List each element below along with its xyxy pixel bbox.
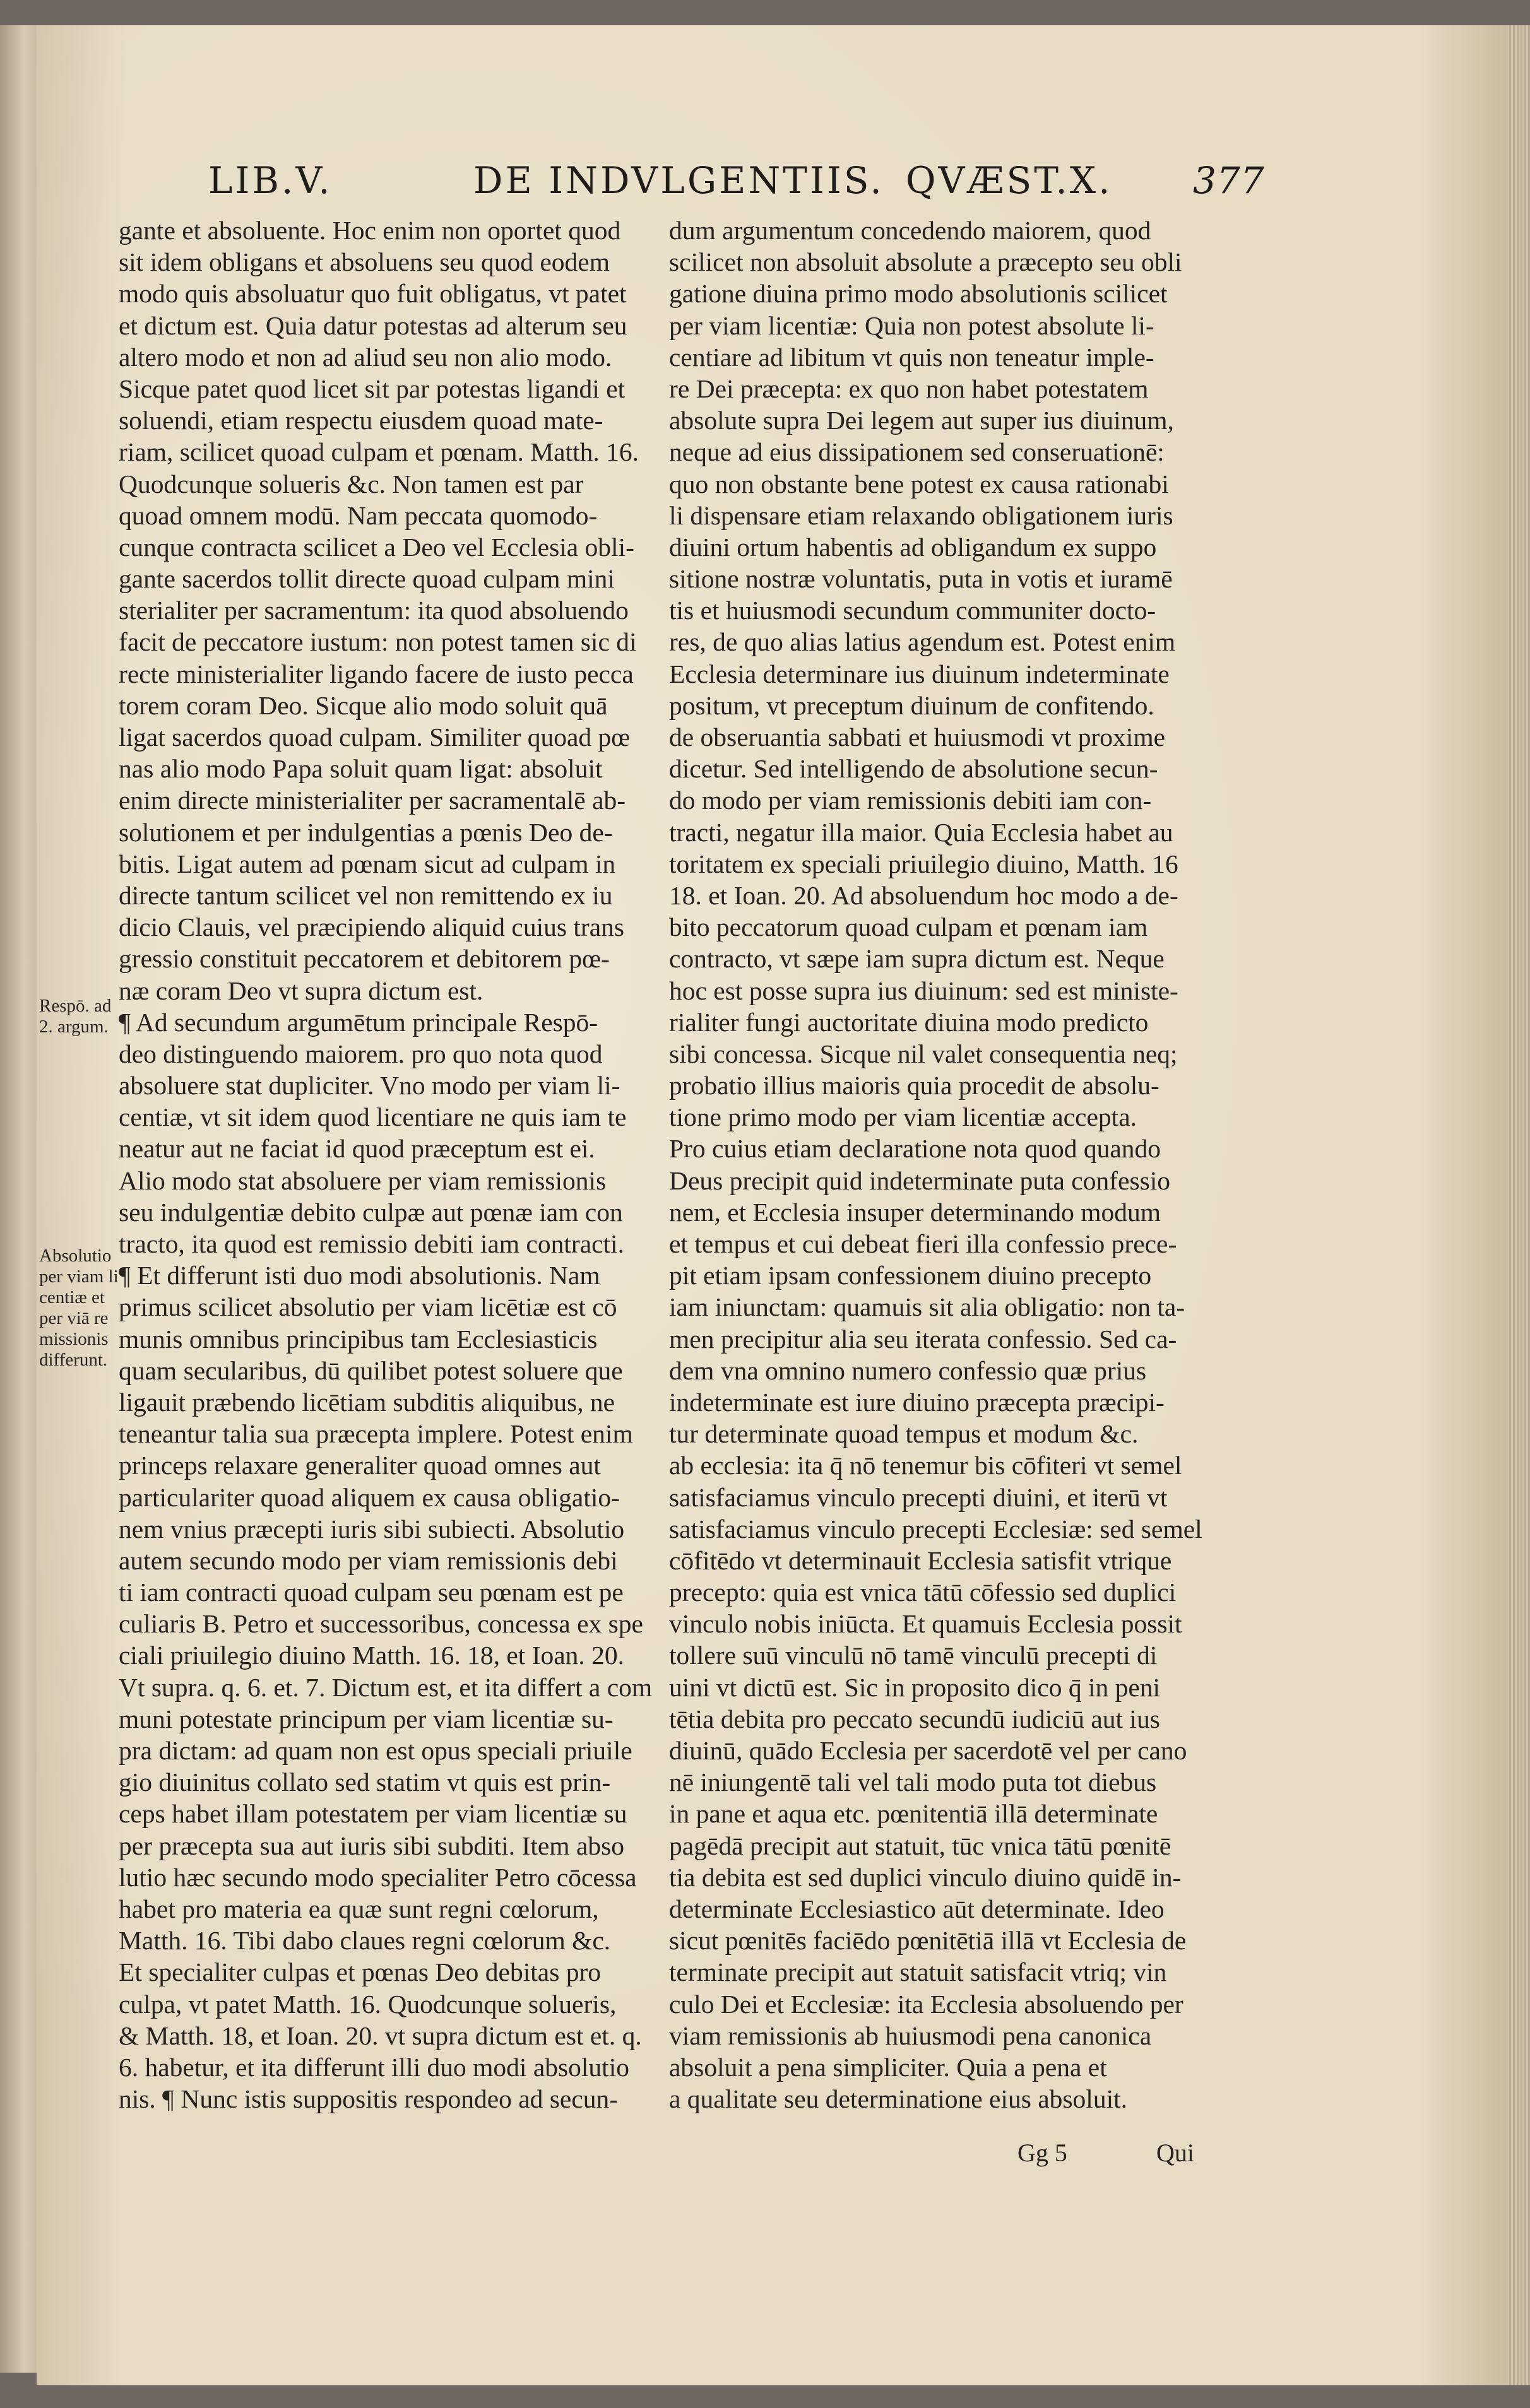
text-line: dem vna omnino numero confessio quæ prius [669, 1355, 1147, 1385]
text-line: modo quis absoluatur quo fuit obligatus, vt patet [119, 279, 627, 309]
text-line: tis et huiusmodi secundum communiter docto- [669, 596, 1156, 625]
text-line: deo distinguendo maiorem. pro quo nota quod [119, 1039, 603, 1068]
margin-note-absolutio [39, 1246, 119, 1371]
margin-note-line: centiæ et [39, 1287, 105, 1307]
margin-note-line: Absolutio [39, 1246, 112, 1266]
text-line: satisfaciamus vinculo precepti diuini, et iterū vt [669, 1482, 1168, 1512]
text-line: Pro cuius etiam declaratione nota quod quando [669, 1134, 1161, 1164]
running-head-question: QVÆST.X. [906, 159, 1113, 202]
text-line: Et specialiter culpas et pœnas Deo debitas pro [119, 1957, 602, 1987]
text-line: ceps habet illam potestatem per viam licentiæ su [119, 1799, 627, 1829]
text-line: culiaris B. Petro et successoribus, concessa ex spe [119, 1609, 643, 1639]
text-line: tracto, ita quod est remissio debiti iam contracti. [119, 1229, 624, 1258]
text-line: viam remissionis ab huiusmodi pena canonica [669, 2021, 1152, 2050]
text-line: particulariter quoad aliquem ex causa obligatio- [119, 1482, 620, 1512]
text-line: vinculo nobis iniūcta. Et quamuis Ecclesia possit [669, 1609, 1182, 1639]
text-line: gatione diuina primo modo absolutionis scilicet [669, 279, 1168, 309]
margin-note-line: Respō. ad [39, 996, 112, 1016]
text-line: per præcepta sua aut iuris sibi subditi. Item abso [119, 1831, 625, 1860]
text-line: et dictum est. Quia datur potestas ad alterum seu [119, 310, 627, 340]
text-line: ligauit præbendo licētiam subditis aliquibus, ne [119, 1387, 615, 1417]
text-line: recte ministerialiter ligando facere de iusto pecca [119, 659, 634, 688]
text-line: rialiter fungi auctoritate diuina modo predicto [669, 1007, 1149, 1037]
text-line: dicio Clauis, vel præcipiendo aliquid cuius trans [119, 912, 625, 942]
text-line: torem coram Deo. Sicque alio modo soluit quā [119, 690, 608, 720]
text-line: diuinū, quādo Ecclesia per sacerdotē vel per cano [669, 1736, 1187, 1765]
text-line: quo non obstante bene potest ex causa rationabi [669, 469, 1169, 499]
text-line: ti iam contracti quoad culpam seu pœnam est pe [119, 1578, 624, 1607]
text-line: li dispensare etiam relaxando obligationem iuris [669, 500, 1173, 530]
margin-note-line: per viā re [39, 1308, 109, 1328]
margin-note-line: per viam li [39, 1266, 119, 1287]
text-line: sit idem obligans et absoluens seu quod eodem [119, 247, 610, 277]
text-line: tētia debita pro peccato secundū iudiciū aut ius [669, 1704, 1160, 1733]
text-line: cunque contracta scilicet a Deo vel Ecclesia obli- [119, 532, 634, 562]
page-number: 377 [1193, 159, 1265, 202]
text-line: absoluere stat dupliciter. Vno modo per viam li- [119, 1071, 620, 1101]
margin-note-line: 2. argum. [39, 1017, 109, 1037]
text-line: terminate precipit aut statuit satisfacit vtriq; vin [669, 1957, 1167, 1987]
text-line: re Dei præcepta: ex quo non habet potestatem [669, 374, 1149, 403]
signature-mark: Gg 5 [1017, 2139, 1067, 2167]
text-line: in pane et aqua etc. pœnitentiā illā determinate [669, 1799, 1158, 1829]
text-line: ¶ Et differunt isti duo modi absolutionis. Nam [119, 1261, 600, 1290]
margin-note-response [39, 996, 111, 1037]
catchword: Qui [1156, 2139, 1194, 2167]
text-line: tur determinate quoad tempus et modum &c. [669, 1419, 1139, 1449]
text-line: tracti, negatur illa maior. Quia Ecclesia habet au [669, 817, 1173, 847]
text-line: iam iniunctam: quamuis sit alia obligatio: non ta- [669, 1292, 1185, 1322]
text-line: nas alio modo Papa soluit quam ligat: absoluit [119, 754, 603, 784]
left-text-column [119, 215, 658, 2115]
text-line: ciali priuilegio diuino Matth. 16. 18, et Ioan. 20. [119, 1641, 625, 1670]
text-line: indeterminate est iure diuino præcepta præcipi- [669, 1387, 1165, 1417]
text-line: et tempus et cui debeat fieri illa confessio prece- [669, 1229, 1177, 1258]
text-line: nis. ¶ Nunc istis suppositis respondeo ad secun- [119, 2084, 619, 2114]
text-line: sterialiter per sacramentum: ita quod absoluendo [119, 596, 629, 625]
text-line: altero modo et non ad aliud seu non alio modo. [119, 342, 612, 372]
text-line: nem, et Ecclesia insuper determinando modum [669, 1197, 1161, 1227]
text-line: Matth. 16. Tibi dabo claues regni cœlorum &c. [119, 1926, 611, 1956]
text-line: directe tantum scilicet vel non remittendo ex iu [119, 880, 613, 910]
text-line: positum, vt preceptum diuinum de confitendo. [669, 690, 1154, 720]
text-line: autem secundo modo per viam remissionis debi [119, 1545, 618, 1575]
text-line: uini vt dictū est. Sic in proposito dico q̄ in peni [669, 1672, 1161, 1702]
text-line: cōfitēdo vt determinauit Ecclesia satisfit vtrique [669, 1545, 1172, 1575]
text-line: dum argumentum concedendo maiorem, quod [669, 216, 1151, 245]
text-line: Deus precipit quid indeterminate puta confessio [669, 1166, 1171, 1195]
text-line: munis omnibus principibus tam Ecclesiasticis [119, 1324, 598, 1354]
text-line: contracto, vt sæpe iam supra dictum est. Neque [669, 944, 1165, 974]
text-line: culo Dei et Ecclesiæ: ita Ecclesia absoluendo per [669, 1989, 1183, 2019]
text-line: sicut pœnitēs faciēdo pœnitētiā illā vt Ecclesia de [669, 1926, 1187, 1956]
text-line: de obseruantia sabbati et huiusmodi vt proxime [669, 723, 1166, 752]
margin-note-line: differunt. [39, 1350, 108, 1370]
text-line: nem vnius præcepti iuris sibi subiecti. Absolutio [119, 1514, 625, 1543]
right-text-column [669, 215, 1218, 2115]
text-line: soluendi, etiam respectu eiusdem quoad mate- [119, 406, 603, 435]
text-line: Quodcunque solueris &c. Non tamen est par [119, 469, 584, 499]
text-line: facit de peccatore iustum: non potest tamen sic di [119, 627, 637, 657]
text-line: scilicet non absoluit absolute a præcepto seu obli [669, 247, 1182, 277]
text-line: probatio illius maioris quia procedit de absolu- [669, 1071, 1159, 1101]
text-line: per viam licentiæ: Quia non potest absolute li- [669, 310, 1154, 340]
text-line: do modo per viam remissionis debiti iam con- [669, 786, 1152, 815]
text-line: ¶ Ad secundum argumētum principale Respō- [119, 1007, 598, 1037]
text-line: hoc est posse supra ius diuinum: sed est ministe- [669, 976, 1178, 1005]
text-line: næ coram Deo vt supra dictum est. [119, 976, 483, 1005]
text-line: primus scilicet absolutio per viam licētiæ est cō [119, 1292, 617, 1322]
text-line: princeps relaxare generaliter quoad omnes aut [119, 1451, 601, 1480]
text-line: quoad omnem modū. Nam peccata quomodo- [119, 500, 598, 530]
text-line: men precipitur alia seu iterata confessio. Sed ca- [669, 1324, 1177, 1354]
text-line: satisfaciamus vinculo precepti Ecclesiæ: sed semel [669, 1514, 1202, 1543]
text-line: bito peccatorum quoad culpam et pœnam iam [669, 912, 1148, 942]
text-line: gante sacerdos tollit directe quoad culpam mini [119, 564, 615, 594]
text-line: sitione nostræ voluntatis, puta in votis et iuramē [669, 564, 1173, 594]
text-line: pagēdā precipit aut statuit, tūc vnica tātū pœnitē [669, 1831, 1171, 1860]
text-line: absolute supra Dei legem aut super ius diuinum, [669, 406, 1174, 435]
text-line: solutionem et per indulgentias a pœnis Deo de- [119, 817, 613, 847]
text-line: seu indulgentiæ debito culpæ aut pœnæ iam con [119, 1197, 623, 1227]
text-line: tione primo modo per viam licentiæ accepta. [669, 1102, 1137, 1132]
text-line: neque ad eius dissipationem sed conseruationē: [669, 437, 1165, 467]
text-line: neatur aut ne faciat id quod præceptum est ei. [119, 1134, 595, 1164]
text-line: toritatem ex speciali priuilegio diuino, Matth. 16 [669, 849, 1178, 878]
text-line: pit etiam ipsam confessionem diuino precepto [669, 1261, 1152, 1290]
text-line: enim directe ministerialiter per sacramentalē ab- [119, 786, 626, 815]
text-line: habet pro materia ea quæ sunt regni cœlorum, [119, 1894, 599, 1923]
text-line: determinate Ecclesiastico aūt determinate. Ideo [669, 1894, 1165, 1923]
running-head-title: DE INDVLGENTIIS. [473, 159, 884, 202]
text-line: 6. habetur, et ita differunt illi duo modi absolutio [119, 2052, 629, 2082]
text-line: a qualitate seu determinatione eius absoluit. [669, 2084, 1128, 2114]
text-line: bitis. Ligat autem ad pœnam sicut ad culpam in [119, 849, 616, 878]
page-fore-edge [1507, 25, 1530, 2385]
text-line: res, de quo alias latius agendum est. Potest enim [669, 627, 1176, 657]
text-line: tia debita est sed duplici vinculo diuino quidē in- [669, 1862, 1182, 1892]
text-line: & Matth. 18, et Ioan. 20. vt supra dictum est et. q. [119, 2021, 642, 2050]
text-line: dicetur. Sed intelligendo de absolutione secun- [669, 754, 1158, 784]
text-line: pra dictam: ad quam non est opus speciali priuile [119, 1736, 632, 1765]
text-line: precepto: quia est vnica tātū cōfessio sed duplici [669, 1578, 1177, 1607]
margin-note-line: missionis [39, 1329, 109, 1349]
text-line: gio diuinitus collato sed statim vt quis est prin- [119, 1768, 611, 1797]
text-line: riam, scilicet quoad culpam et pœnam. Matth. 16. [119, 437, 639, 467]
text-line: gressio constituit peccatorem et debitorem pœ- [119, 944, 610, 974]
text-line: muni potestate principum per viam licentiæ su- [119, 1704, 614, 1733]
text-line: Ecclesia determinare ius diuinum indeterminate [669, 659, 1170, 688]
text-line: ligat sacerdos quoad culpam. Similiter quoad pœ [119, 723, 631, 752]
text-line: ab ecclesia: ita q̄ nō tenemur bis cōfiteri vt semel [669, 1451, 1182, 1480]
text-line: quam secularibus, dū quilibet potest soluere que [119, 1355, 623, 1385]
text-line: centiare ad libitum vt quis non teneatur imple- [669, 342, 1154, 372]
text-line: Vt supra. q. 6. et. 7. Dictum est, et ita differt a com [119, 1672, 653, 1702]
text-line: centiæ, vt sit idem quod licentiare ne quis iam te [119, 1102, 627, 1132]
text-line: teneantur talia sua præcepta implere. Potest enim [119, 1419, 633, 1449]
text-line: nē iniungentē tali vel tali modo puta tot diebus [669, 1768, 1157, 1797]
text-line: diuini ortum habentis ad obligandum ex suppo [669, 532, 1157, 562]
text-line: Alio modo stat absoluere per viam remissionis [119, 1166, 607, 1195]
text-line: gante et absoluente. Hoc enim non oportet quod [119, 216, 621, 245]
text-line: 18. et Ioan. 20. Ad absoluendum hoc modo a de- [669, 880, 1178, 910]
text-line: sibi concessa. Sicque nil valet consequentia neq; [669, 1039, 1178, 1068]
text-line: culpa, vt patet Matth. 16. Quodcunque solueris, [119, 1989, 617, 2019]
text-line: tollere suū vinculū nō tamē vinculū precepti di [669, 1641, 1158, 1670]
running-head-book: LIB.V. [208, 159, 333, 202]
text-line: lutio hæc secundo modo specialiter Petro cōcessa [119, 1862, 637, 1892]
text-line: absoluit a pena simpliciter. Quia a pena et [669, 2052, 1107, 2082]
text-line: Sicque patet quod licet sit par potestas ligandi et [119, 374, 626, 403]
